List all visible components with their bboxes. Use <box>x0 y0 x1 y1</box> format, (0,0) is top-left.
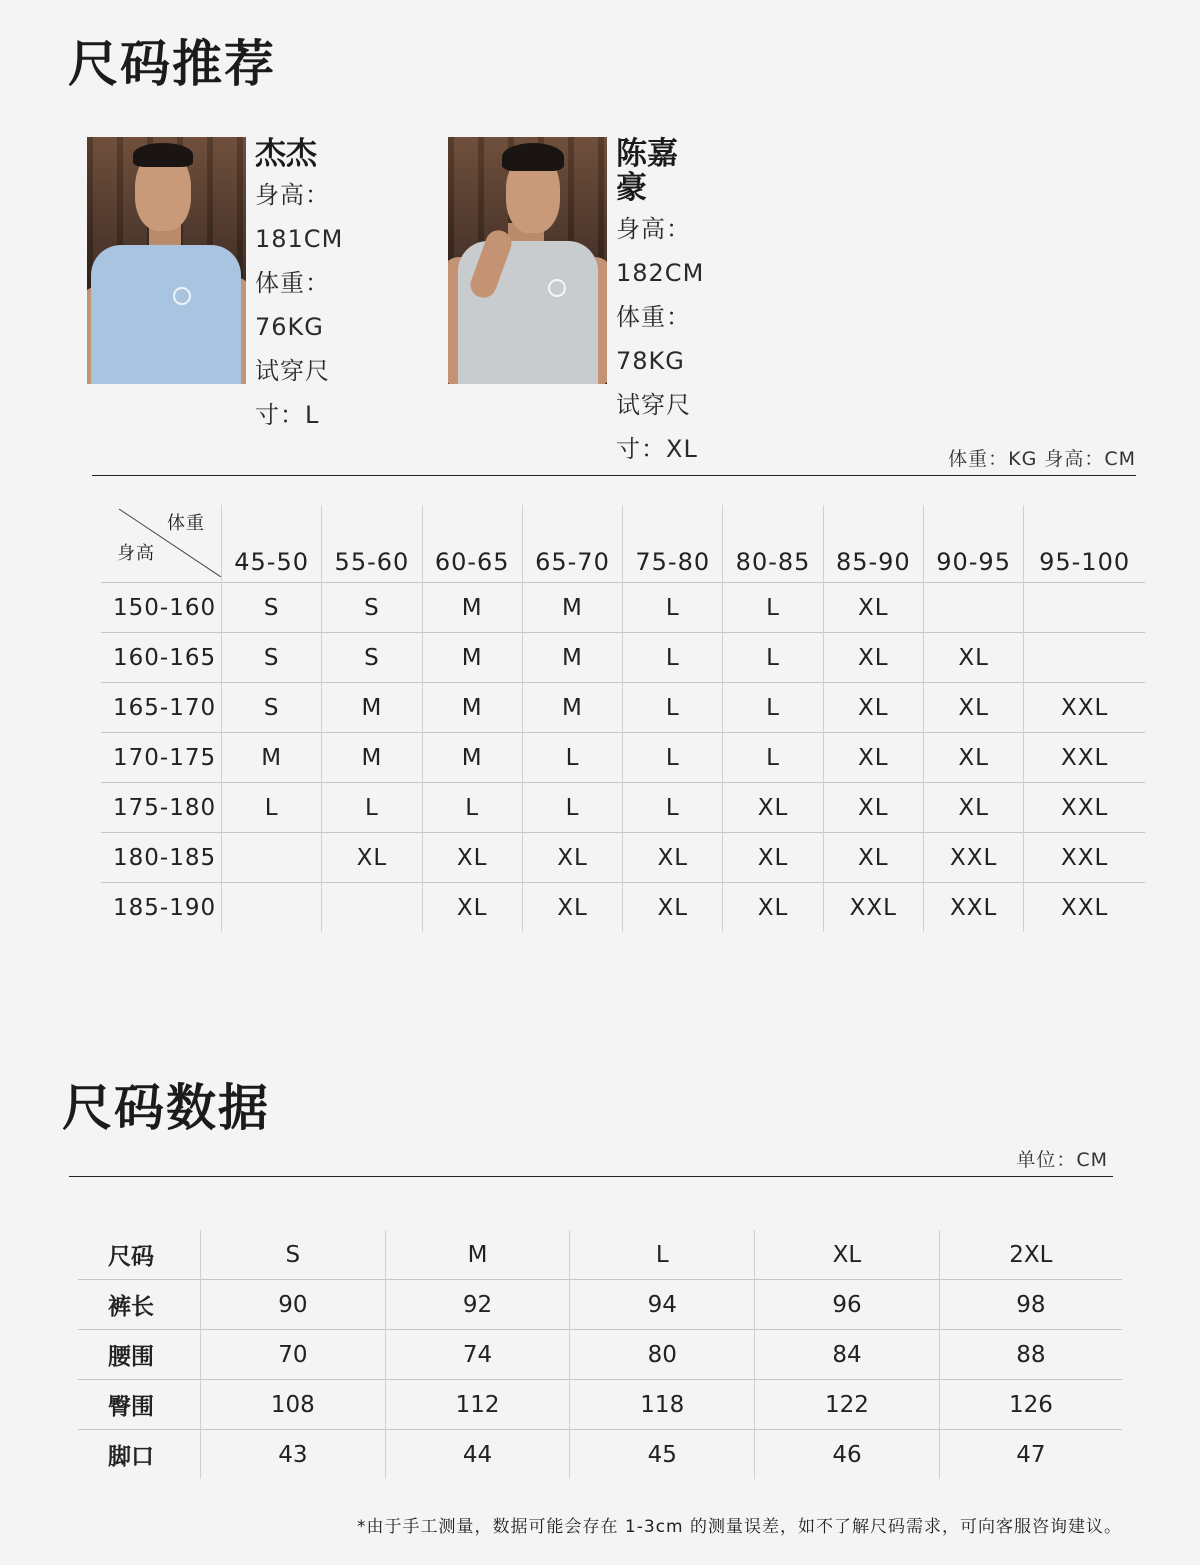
weight-range-header: 85-90 <box>823 505 923 583</box>
size-cell <box>1024 633 1145 683</box>
measurement-value: 44 <box>385 1430 570 1480</box>
size-column-header: 2XL <box>1009 1241 1053 1268</box>
size-cell <box>322 883 422 933</box>
unit-note: 单位：CM <box>1016 1149 1108 1171</box>
size-cell: M <box>422 583 522 633</box>
size-cell: XL <box>923 633 1023 683</box>
measurement-value: 98 <box>939 1280 1122 1330</box>
size-cell: S <box>322 583 422 633</box>
weight-range-header: 80-85 <box>723 505 823 583</box>
size-cell: XL <box>823 583 923 633</box>
height-range-label: 165-170 <box>101 683 222 733</box>
size-cell: S <box>222 583 322 633</box>
size-column-header: M <box>385 1230 570 1280</box>
size-cell: S <box>322 633 422 683</box>
height-axis-label: 身高 <box>117 543 155 564</box>
size-cell: L <box>723 733 823 783</box>
size-cell: XL <box>422 883 522 933</box>
measurement-value: 70 <box>201 1330 386 1380</box>
size-cell: L <box>723 683 823 733</box>
table-header-row <box>78 1230 1122 1280</box>
section-title-size-data: 尺码数据 <box>62 1079 270 1137</box>
size-cell: L <box>222 783 322 833</box>
size-cell: M <box>322 683 422 733</box>
table-row <box>101 633 1145 683</box>
size-cell: XXL <box>823 883 923 933</box>
size-cell: L <box>522 733 622 783</box>
size-cell: XXL <box>1024 833 1145 883</box>
measurement-value: 90 <box>201 1280 386 1330</box>
size-data-table <box>78 1230 1122 1479</box>
size-cell: L <box>422 783 522 833</box>
size-cell: M <box>322 733 422 783</box>
size-cell: XXL <box>923 833 1023 883</box>
weight-range-header: 75-80 <box>623 505 723 583</box>
model-photo <box>448 137 607 384</box>
size-cell: XL <box>623 883 723 933</box>
size-cell <box>1024 583 1145 633</box>
height-range-label: 160-165 <box>101 633 222 683</box>
measurement-value: 80 <box>570 1330 755 1380</box>
size-cell: XL <box>522 833 622 883</box>
size-cell: XL <box>923 683 1023 733</box>
size-cell: XL <box>522 883 622 933</box>
model-info <box>255 137 343 437</box>
height-range-label: 180-185 <box>101 833 222 883</box>
measurement-value: 126 <box>939 1380 1122 1430</box>
height-range-label: 170-175 <box>101 733 222 783</box>
size-cell: M <box>522 633 622 683</box>
table-row <box>101 583 1145 633</box>
size-cell: XL <box>422 833 522 883</box>
size-cell: S <box>222 683 322 733</box>
size-cell <box>222 883 322 933</box>
unit-note: 体重：KG 身高：CM <box>948 448 1136 470</box>
measurement-value: 74 <box>385 1330 570 1380</box>
measurement-value: 84 <box>755 1330 940 1380</box>
size-cell: XL <box>322 833 422 883</box>
footnote: *由于手工测量，数据可能会存在 1-3cm 的测量误差，如不了解尺码需求，可向客服咨询建议。 <box>357 1517 1122 1537</box>
measurement-value: 88 <box>939 1330 1122 1380</box>
measurement-value: 108 <box>201 1380 386 1430</box>
measurement-value: 43 <box>201 1430 386 1480</box>
model-size: 试穿尺寸：XL <box>616 391 698 463</box>
table-row <box>78 1280 1122 1330</box>
size-cell: M <box>522 583 622 633</box>
model-photo <box>87 137 246 384</box>
model-height: 身高：181CM <box>255 181 344 253</box>
size-cell <box>923 583 1023 633</box>
size-cell: L <box>623 633 723 683</box>
measurement-value: 122 <box>755 1380 940 1430</box>
measurement-value: 92 <box>385 1280 570 1330</box>
table-corner-cell <box>101 505 222 583</box>
table-row <box>101 733 1145 783</box>
size-cell: XL <box>923 733 1023 783</box>
weight-range-header: 95-100 <box>1039 548 1131 576</box>
measurement-label: 臀围 <box>78 1380 201 1430</box>
measurement-label: 脚口 <box>78 1430 201 1480</box>
size-column-header: S <box>201 1230 386 1280</box>
size-cell: L <box>522 783 622 833</box>
size-cell: M <box>422 733 522 783</box>
measurement-label: 腰围 <box>78 1330 201 1380</box>
size-cell: L <box>623 733 723 783</box>
size-cell: XL <box>823 833 923 883</box>
measurement-value: 118 <box>570 1380 755 1430</box>
size-cell <box>222 833 322 883</box>
size-cell: XL <box>923 783 1023 833</box>
size-cell: L <box>623 683 723 733</box>
size-cell: L <box>723 633 823 683</box>
size-cell: L <box>723 583 823 633</box>
measurement-value: 94 <box>570 1280 755 1330</box>
size-cell: L <box>623 783 723 833</box>
model-name: 陈嘉豪 <box>616 136 678 206</box>
size-cell: XL <box>723 883 823 933</box>
size-cell: XL <box>723 833 823 883</box>
size-cell: XL <box>823 683 923 733</box>
model-name: 杰杰 <box>255 136 317 172</box>
weight-range-header: 45-50 <box>222 505 322 583</box>
table-row <box>78 1380 1122 1430</box>
size-cell: XXL <box>1024 883 1145 933</box>
model-weight: 体重：76KG <box>255 269 330 341</box>
size-cell: XXL <box>923 883 1023 933</box>
height-range-label: 150-160 <box>101 583 222 633</box>
size-cell: XXL <box>1024 733 1145 783</box>
table-row <box>101 683 1145 733</box>
height-range-label: 175-180 <box>101 783 222 833</box>
measurement-value: 96 <box>755 1280 940 1330</box>
size-cell: XL <box>723 783 823 833</box>
size-cell: L <box>623 583 723 633</box>
size-column-header: XL <box>755 1230 940 1280</box>
size-cell: XXL <box>1024 783 1145 833</box>
size-recommendation-table <box>101 505 1145 932</box>
section-title-size-recommendation: 尺码推荐 <box>68 35 276 93</box>
size-cell: S <box>222 633 322 683</box>
model-height: 身高：182CM <box>616 215 705 287</box>
table-row <box>78 1430 1122 1480</box>
table-row <box>78 1330 1122 1380</box>
weight-range-header: 90-95 <box>923 505 1023 583</box>
model-shirt <box>91 245 241 384</box>
measurement-value: 45 <box>570 1430 755 1480</box>
size-cell: XXL <box>1024 683 1145 733</box>
size-header-label: 尺码 <box>78 1230 201 1280</box>
table-row <box>101 883 1145 933</box>
model-weight: 体重：78KG <box>616 303 691 375</box>
measurement-value: 47 <box>939 1430 1122 1480</box>
weight-range-header: 65-70 <box>522 505 622 583</box>
size-cell: XL <box>823 783 923 833</box>
size-cell: M <box>222 733 322 783</box>
size-column-header: L <box>570 1230 755 1280</box>
size-cell: L <box>322 783 422 833</box>
model-info <box>616 137 704 471</box>
size-cell: XL <box>823 633 923 683</box>
measurement-value: 46 <box>755 1430 940 1480</box>
size-cell: XL <box>823 733 923 783</box>
measurement-label: 裤长 <box>78 1280 201 1330</box>
table-header-row <box>101 505 1145 583</box>
size-cell: M <box>522 683 622 733</box>
size-cell: XL <box>623 833 723 883</box>
model-size: 试穿尺寸：L <box>255 357 330 429</box>
size-cell: M <box>422 633 522 683</box>
divider <box>92 475 1136 476</box>
table-row <box>101 833 1145 883</box>
height-range-label: 185-190 <box>101 883 222 933</box>
size-cell: M <box>422 683 522 733</box>
weight-range-header: 60-65 <box>422 505 522 583</box>
weight-range-header: 55-60 <box>322 505 422 583</box>
table-row <box>101 783 1145 833</box>
divider <box>69 1176 1113 1177</box>
weight-axis-label: 体重 <box>167 513 205 534</box>
measurement-value: 112 <box>385 1380 570 1430</box>
